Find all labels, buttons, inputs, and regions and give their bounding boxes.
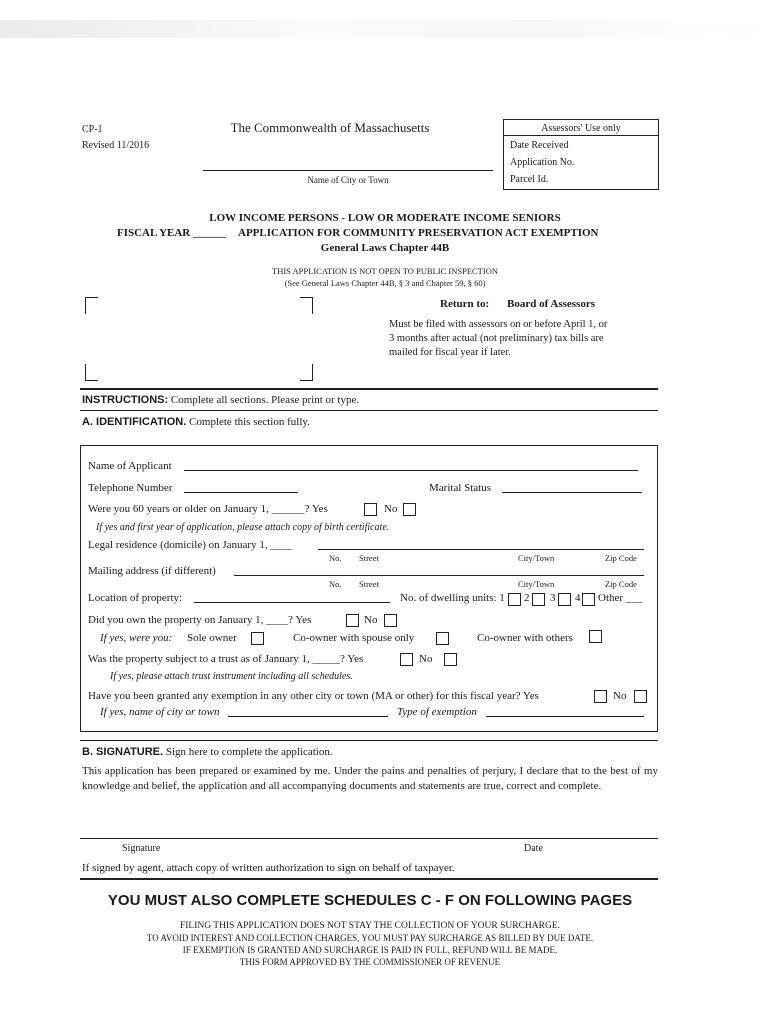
sole-owner-checkbox[interactable]: [251, 632, 264, 645]
signature-field[interactable]: [80, 838, 658, 839]
birth-certificate-note: If yes and first year of application, please attach copy of birth certificate.: [96, 522, 390, 533]
address-window-corner-tr: [300, 297, 313, 314]
trust-yes-checkbox[interactable]: [400, 653, 413, 666]
instructions: [82, 394, 359, 407]
trust-note: If yes, please attach trust instrument including all schedules.: [110, 671, 353, 682]
age-yes-checkbox[interactable]: [364, 503, 377, 516]
units-1-checkbox[interactable]: [508, 593, 521, 606]
revised-date: Revised 11/2016: [82, 140, 150, 151]
instructions-text: Complete all sections. Please print or type.: [170, 394, 360, 406]
age-no-label: No: [384, 503, 398, 515]
exemption-no-checkbox[interactable]: [634, 690, 647, 703]
own-yes-checkbox[interactable]: [346, 614, 359, 627]
footer-line4: THIS FORM APPROVED BY THE COMMISSIONER OF REVENUE: [239, 957, 501, 967]
exemption-yes-checkbox[interactable]: [594, 690, 607, 703]
units-3-checkbox[interactable]: [558, 593, 571, 606]
marital-status-label: Marital Status: [429, 482, 492, 494]
parcel-id-label: Parcel Id.: [510, 174, 549, 185]
co-owner-others-label: Co-owner with others: [477, 632, 573, 644]
footer-line3: IF EXEMPTION IS GRANTED AND SURCHARGE IS PAID IN FULL, REFUND WILL BE MADE.: [182, 945, 558, 955]
confidential-notice: THIS APPLICATION IS NOT OPEN TO PUBLIC INSPECTION: [272, 266, 498, 276]
deadline-line2: 3 months after actual (not preliminary) tax bills are: [389, 333, 604, 344]
instructions-label: INSTRUCTIONS:: [82, 394, 169, 406]
page-title: The Commonwealth of Massachusetts: [230, 120, 430, 135]
units-2-label: 2: [524, 592, 530, 604]
ownership-type-note: If yes, were you:: [100, 632, 173, 644]
mailing-zip-caption: Zip Code: [605, 579, 637, 589]
perjury-declaration: This application has been prepared or examined by me. Under the pains and penalties of perjury, I declare that to the best of my knowledge and belief, the application and all accompanying documents and statements are true, correct and complete.: [82, 765, 658, 792]
address-window-corner-br: [300, 364, 313, 381]
age-no-checkbox[interactable]: [403, 503, 416, 516]
mailing-address-label: Mailing address (if different): [88, 565, 216, 577]
assessors-box-title: Assessors' Use only: [541, 123, 621, 134]
units-3-label: 3: [550, 592, 556, 604]
agent-note: If signed by agent, attach copy of written authorization to sign on behalf of taxpayer.: [82, 862, 455, 874]
exemption-type-label: Type of exemption: [397, 706, 477, 718]
city-caption: Name of City or Town: [307, 175, 389, 185]
trust-no-checkbox[interactable]: [444, 653, 457, 666]
dwelling-units-label: No. of dwelling units: 1: [400, 592, 505, 604]
signature-caption: Signature: [122, 843, 161, 854]
exemption-city-label: If yes, name of city or town: [100, 706, 220, 718]
co-owner-spouse-label: Co-owner with spouse only: [293, 632, 415, 644]
applicant-name-field[interactable]: [184, 470, 638, 471]
mailing-no-caption: No.: [329, 579, 342, 589]
statute-reference: (See General Laws Chapter 44B, § 3 and Chapter 59, § 60): [284, 278, 486, 288]
mailing-street-caption: Street: [359, 579, 379, 589]
deadline-line1: Must be filed with assessors on or before April 1, or: [389, 319, 608, 330]
schedules-banner: YOU MUST ALSO COMPLETE SCHEDULES C - F ON FOLLOWING PAGES: [107, 892, 633, 909]
units-4-label: 4: [575, 592, 581, 604]
mailing-address-field[interactable]: [234, 575, 644, 576]
legal-street-caption: Street: [359, 553, 379, 563]
legal-city-caption: City/Town: [518, 553, 555, 563]
assessors-use-box: [503, 119, 659, 190]
legal-residence-field[interactable]: [318, 549, 644, 550]
applicant-name-label: Name of Applicant: [88, 460, 172, 472]
legal-residence-label: Legal residence (domicile) on January 1, ____: [88, 539, 293, 551]
footer-rule: [80, 878, 658, 880]
exemption-city-field[interactable]: [228, 716, 388, 717]
return-to-label: Return to:: [440, 298, 490, 310]
other-exemption-question: Have you been granted any exemption in any other city or town (MA or other) for this fiscal year? Yes: [88, 690, 539, 702]
property-location-field[interactable]: [194, 602, 390, 603]
heading-line2: APPLICATION FOR COMMUNITY PRESERVATION ACT EXEMPTION: [238, 227, 599, 239]
units-2-checkbox[interactable]: [532, 593, 545, 606]
date-received-label: Date Received: [510, 140, 569, 151]
fiscal-year-label: FISCAL YEAR ______: [117, 227, 226, 239]
section-a-label: A. IDENTIFICATION.: [82, 416, 187, 428]
scan-smudge: [0, 20, 770, 38]
co-owner-others-checkbox[interactable]: [589, 630, 602, 643]
section-a-heading: [82, 416, 310, 429]
mailing-city-caption: City/Town: [518, 579, 555, 589]
section-b-heading: [82, 746, 333, 759]
section-b-rule: [80, 740, 658, 741]
own-no-checkbox[interactable]: [384, 614, 397, 627]
application-no-label: Application No.: [510, 157, 575, 168]
legal-zip-caption: Zip Code: [605, 553, 637, 563]
telephone-label: Telephone Number: [88, 482, 173, 494]
trust-no-label: No: [419, 653, 433, 665]
address-window-corner-bl: [85, 364, 98, 381]
heading-line3: General Laws Chapter 44B: [320, 242, 450, 254]
trust-question: Was the property subject to a trust as of January 1, _____? Yes: [88, 653, 364, 665]
section-b-label: B. SIGNATURE.: [82, 746, 164, 758]
sole-owner-label: Sole owner: [187, 632, 237, 644]
age-question: Were you 60 years or older on January 1, ______? Yes: [88, 503, 328, 515]
exemption-type-field[interactable]: [486, 716, 644, 717]
city-name-field[interactable]: [203, 170, 493, 171]
marital-status-field[interactable]: [502, 492, 642, 493]
deadline-line3: mailed for fiscal year if later.: [389, 347, 511, 358]
section-b-text: Sign here to complete the application.: [165, 746, 333, 758]
footer-line2: TO AVOID INTEREST AND COLLECTION CHARGES, YOU MUST PAY SURCHARGE AS BILLED BY DUE DATE.: [146, 933, 594, 943]
return-to-value: Board of Assessors: [507, 298, 596, 310]
section-a-rule: [80, 410, 658, 411]
form-id: CP-1: [82, 124, 103, 135]
legal-no-caption: No.: [329, 553, 342, 563]
own-no-label: No: [364, 614, 378, 626]
units-other-label: Other ___: [598, 592, 643, 604]
heading-line1: LOW INCOME PERSONS - LOW OR MODERATE INCOME SENIORS: [209, 212, 561, 224]
date-caption: Date: [524, 843, 543, 854]
instructions-rule: [80, 388, 658, 390]
property-location-label: Location of property:: [88, 592, 183, 604]
telephone-field[interactable]: [184, 492, 298, 493]
address-window-corner-tl: [85, 297, 98, 314]
exemption-no-label: No: [613, 690, 627, 702]
footer-line1: FILING THIS APPLICATION DOES NOT STAY THE COLLECTION OF YOUR SURCHARGE.: [179, 921, 561, 931]
assessors-box-divider: [504, 135, 658, 136]
section-a-text: Complete this section fully.: [189, 416, 310, 428]
ownership-question: Did you own the property on January 1, ____? Yes: [88, 614, 312, 626]
co-owner-spouse-checkbox[interactable]: [436, 632, 449, 645]
units-4-checkbox[interactable]: [582, 593, 595, 606]
